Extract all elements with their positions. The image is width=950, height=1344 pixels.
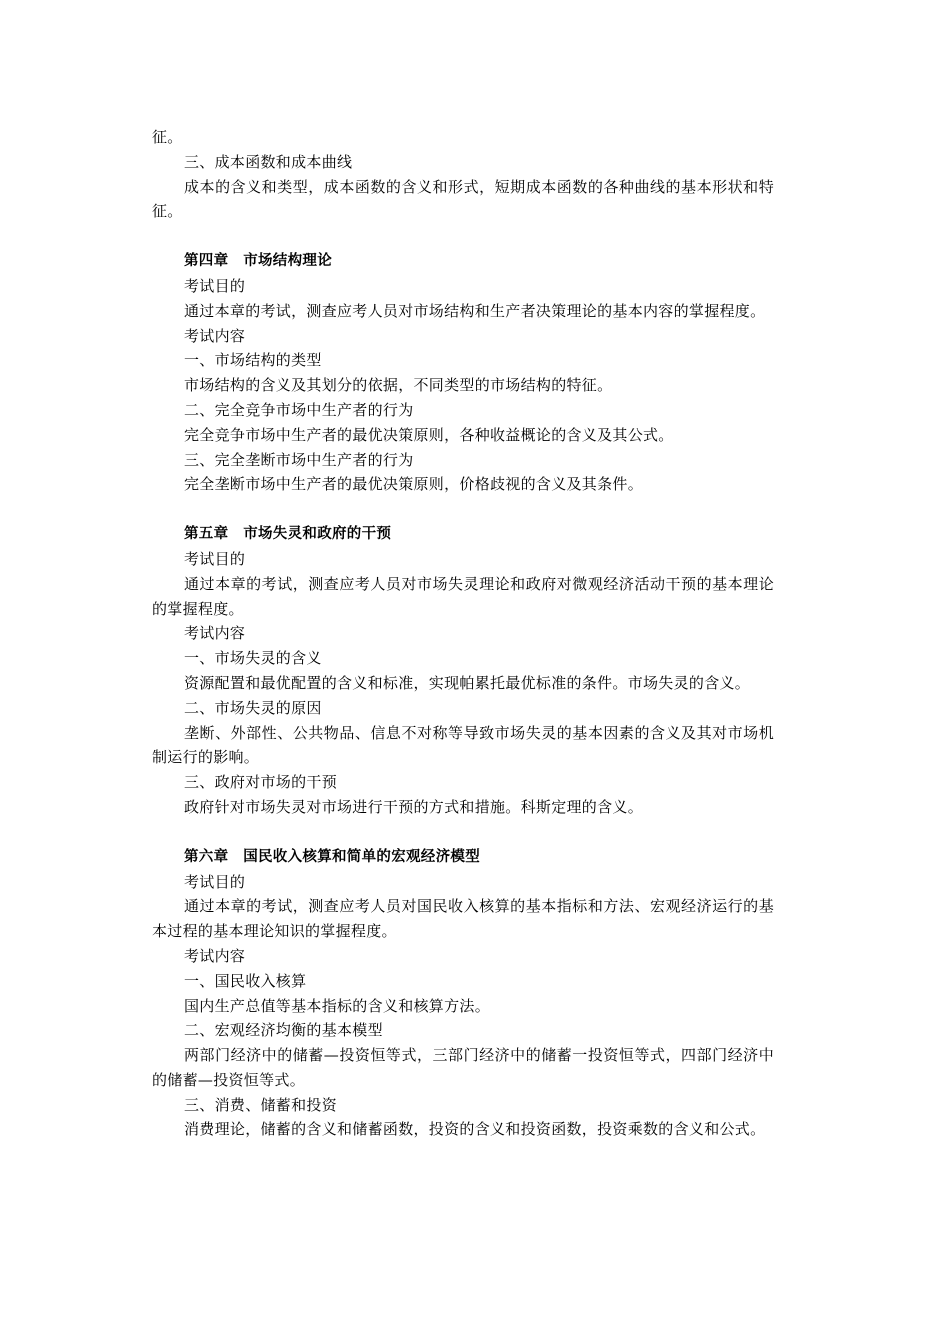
section-spacer — [152, 497, 774, 522]
document-body — [152, 125, 774, 1142]
body-paragraph: 一、市场失灵的含义 — [184, 649, 322, 668]
body-paragraph: 三、完全垄断市场中生产者的行为 — [184, 450, 414, 469]
body-paragraph: 政府针对市场失灵对市场进行干预的方式和措施。科斯定理的含义。 — [184, 797, 644, 816]
body-paragraph: 资源配置和最优配置的含义和标准，实现帕累托最优标准的条件。市场失灵的含义。 — [184, 673, 751, 692]
body-paragraph: 通过本章的考试，测查应考人员对市场结构和生产者决策理论的基本内容的掌握程度。 — [184, 301, 766, 320]
body-paragraph: 考试目的 — [184, 872, 246, 891]
body-paragraph: 考试内容 — [184, 326, 246, 345]
body-paragraph: 完全垄断市场中生产者的最优决策原则，价格歧视的含义及其条件。 — [184, 475, 644, 494]
body-paragraph: 三、成本函数和成本曲线 — [184, 152, 353, 171]
body-paragraph: 通过本章的考试，测查应考人员对市场失灵理论和政府对微观经济活动干预的基本理论的掌握程度。 — [152, 574, 774, 618]
body-paragraph: 两部门经济中的储蓄—投资恒等式，三部门经济中的储蓄一投资恒等式，四部门经济中的储蓄—投资恒等式。 — [152, 1046, 774, 1089]
section-spacer — [152, 820, 774, 845]
chapter-heading: 第六章 国民收入核算和简单的宏观经济模型 — [184, 848, 480, 865]
body-paragraph: 考试目的 — [184, 549, 246, 568]
body-paragraph: 市场结构的含义及其划分的依据，不同类型的市场结构的特征。 — [184, 376, 613, 395]
body-paragraph: 消费理论，储蓄的含义和储蓄函数，投资的含义和投资函数，投资乘数的含义和公式。 — [184, 1120, 766, 1139]
body-paragraph: 国内生产总值等基本指标的含义和核算方法。 — [184, 996, 491, 1015]
body-paragraph: 征。 — [152, 128, 183, 146]
body-paragraph: 完全竞争市场中生产者的最优决策原则，各种收益概论的含义及其公式。 — [184, 425, 674, 444]
body-paragraph: 一、国民收入核算 — [184, 971, 307, 990]
body-paragraph: 二、宏观经济均衡的基本模型 — [184, 1021, 383, 1040]
chapter-heading: 第五章 市场失灵和政府的干预 — [184, 526, 392, 543]
body-paragraph: 垄断、外部性、公共物品、信息不对称等导致市场失灵的基本因素的含义及其对市场机制运行的影响。 — [152, 723, 774, 767]
body-paragraph: 考试目的 — [184, 276, 246, 295]
body-paragraph: 考试内容 — [184, 946, 246, 965]
body-paragraph: 二、市场失灵的原因 — [184, 698, 322, 717]
body-paragraph: 三、消费、储蓄和投资 — [184, 1095, 338, 1114]
body-paragraph: 二、完全竞争市场中生产者的行为 — [184, 400, 414, 419]
body-paragraph: 通过本章的考试，测查应考人员对国民收入核算的基本指标和方法、宏观经济运行的基本过程的基本理论知识的掌握程度。 — [152, 897, 774, 941]
body-paragraph: 三、政府对市场的干预 — [184, 773, 338, 792]
body-paragraph: 一、市场结构的类型 — [184, 351, 322, 370]
section-spacer — [152, 224, 774, 249]
chapter-heading: 第四章 市场结构理论 — [184, 253, 332, 270]
body-paragraph: 成本的含义和类型，成本函数的含义和形式，短期成本函数的各种曲线的基本形状和特征。 — [152, 177, 774, 221]
body-paragraph: 考试内容 — [184, 624, 246, 643]
